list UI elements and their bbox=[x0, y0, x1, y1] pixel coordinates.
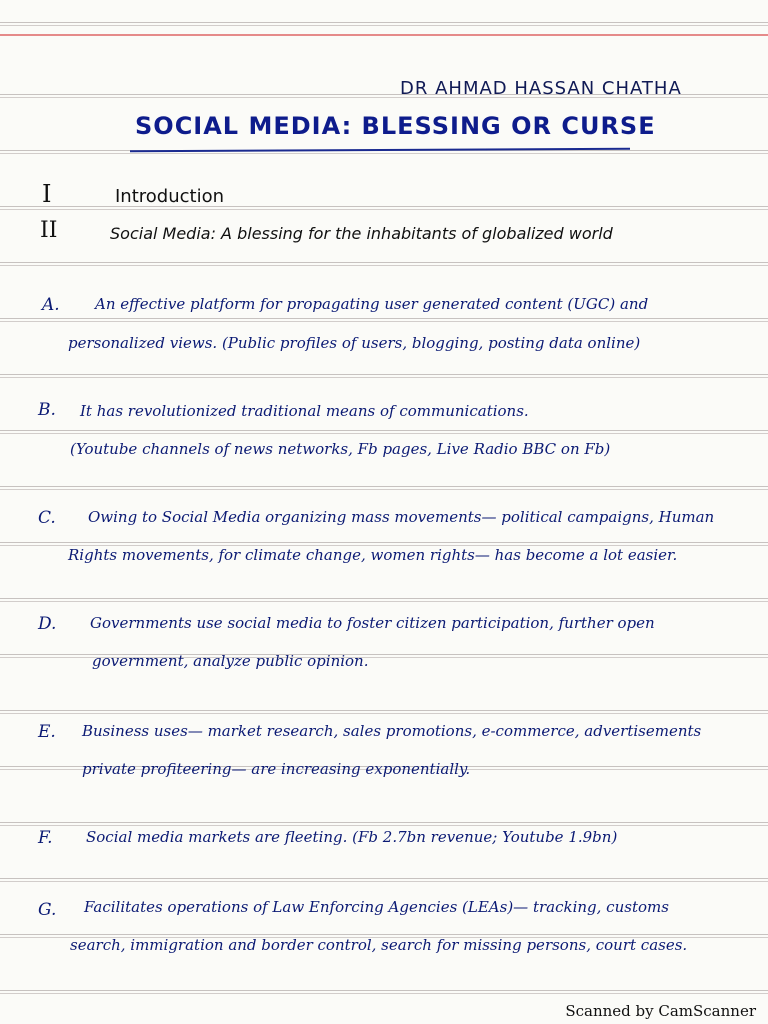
page-title: SOCIAL MEDIA: BLESSING OR CURSE bbox=[135, 112, 656, 140]
point-marker-g: G. bbox=[38, 900, 57, 920]
point-marker-c: C. bbox=[38, 508, 56, 528]
title-underline bbox=[130, 148, 630, 153]
point-c-line-1: Owing to Social Media organizing mass movements— political campaigns, Human bbox=[88, 508, 715, 526]
point-a-line-1: An effective platform for propagating user generated content (UGC) and bbox=[95, 295, 649, 313]
point-d-line-2: government, analyze public opinion. bbox=[92, 652, 369, 670]
point-c-line-2: Rights movements, for climate change, women rights— has become a lot easier. bbox=[68, 546, 678, 564]
margin-rule-top bbox=[0, 34, 768, 36]
outline-heading-2: Social Media: A blessing for the inhabitants of globalized world bbox=[110, 224, 613, 243]
point-marker-b: B. bbox=[38, 400, 56, 420]
scanner-watermark: Scanned by CamScanner bbox=[565, 1002, 756, 1020]
point-marker-a: A. bbox=[42, 295, 60, 315]
point-marker-f: F. bbox=[38, 828, 53, 848]
outline-heading-1: Introduction bbox=[115, 186, 225, 207]
point-f-line-1: Social media markets are fleeting. (Fb 2.7bn revenue; Youtube 1.9bn) bbox=[86, 828, 618, 846]
outline-numeral-1: I bbox=[42, 180, 52, 208]
point-marker-d: D. bbox=[38, 614, 57, 634]
point-g-line-1: Facilitates operations of Law Enforcing Agencies (LEAs)— tracking, customs bbox=[84, 898, 669, 916]
point-e-line-2: private profiteering— are increasing exponentially. bbox=[82, 760, 471, 778]
point-e-line-1: Business uses— market research, sales promotions, e-commerce, advertisements bbox=[82, 722, 702, 740]
point-b-line-2: (Youtube channels of news networks, Fb pages, Live Radio BBC on Fb) bbox=[70, 440, 611, 458]
author-name: DR AHMAD HASSAN CHATHA bbox=[400, 78, 682, 99]
point-d-line-1: Governments use social media to foster citizen participation, further open bbox=[90, 614, 655, 632]
outline-numeral-2: II bbox=[40, 218, 58, 243]
point-g-line-2: search, immigration and border control, search for missing persons, court cases. bbox=[70, 936, 688, 954]
point-marker-e: E. bbox=[38, 722, 56, 742]
point-a-line-2: personalized views. (Public profiles of users, blogging, posting data online) bbox=[68, 334, 641, 352]
point-b-line-1: It has revolutionized traditional means of communications. bbox=[80, 402, 529, 420]
